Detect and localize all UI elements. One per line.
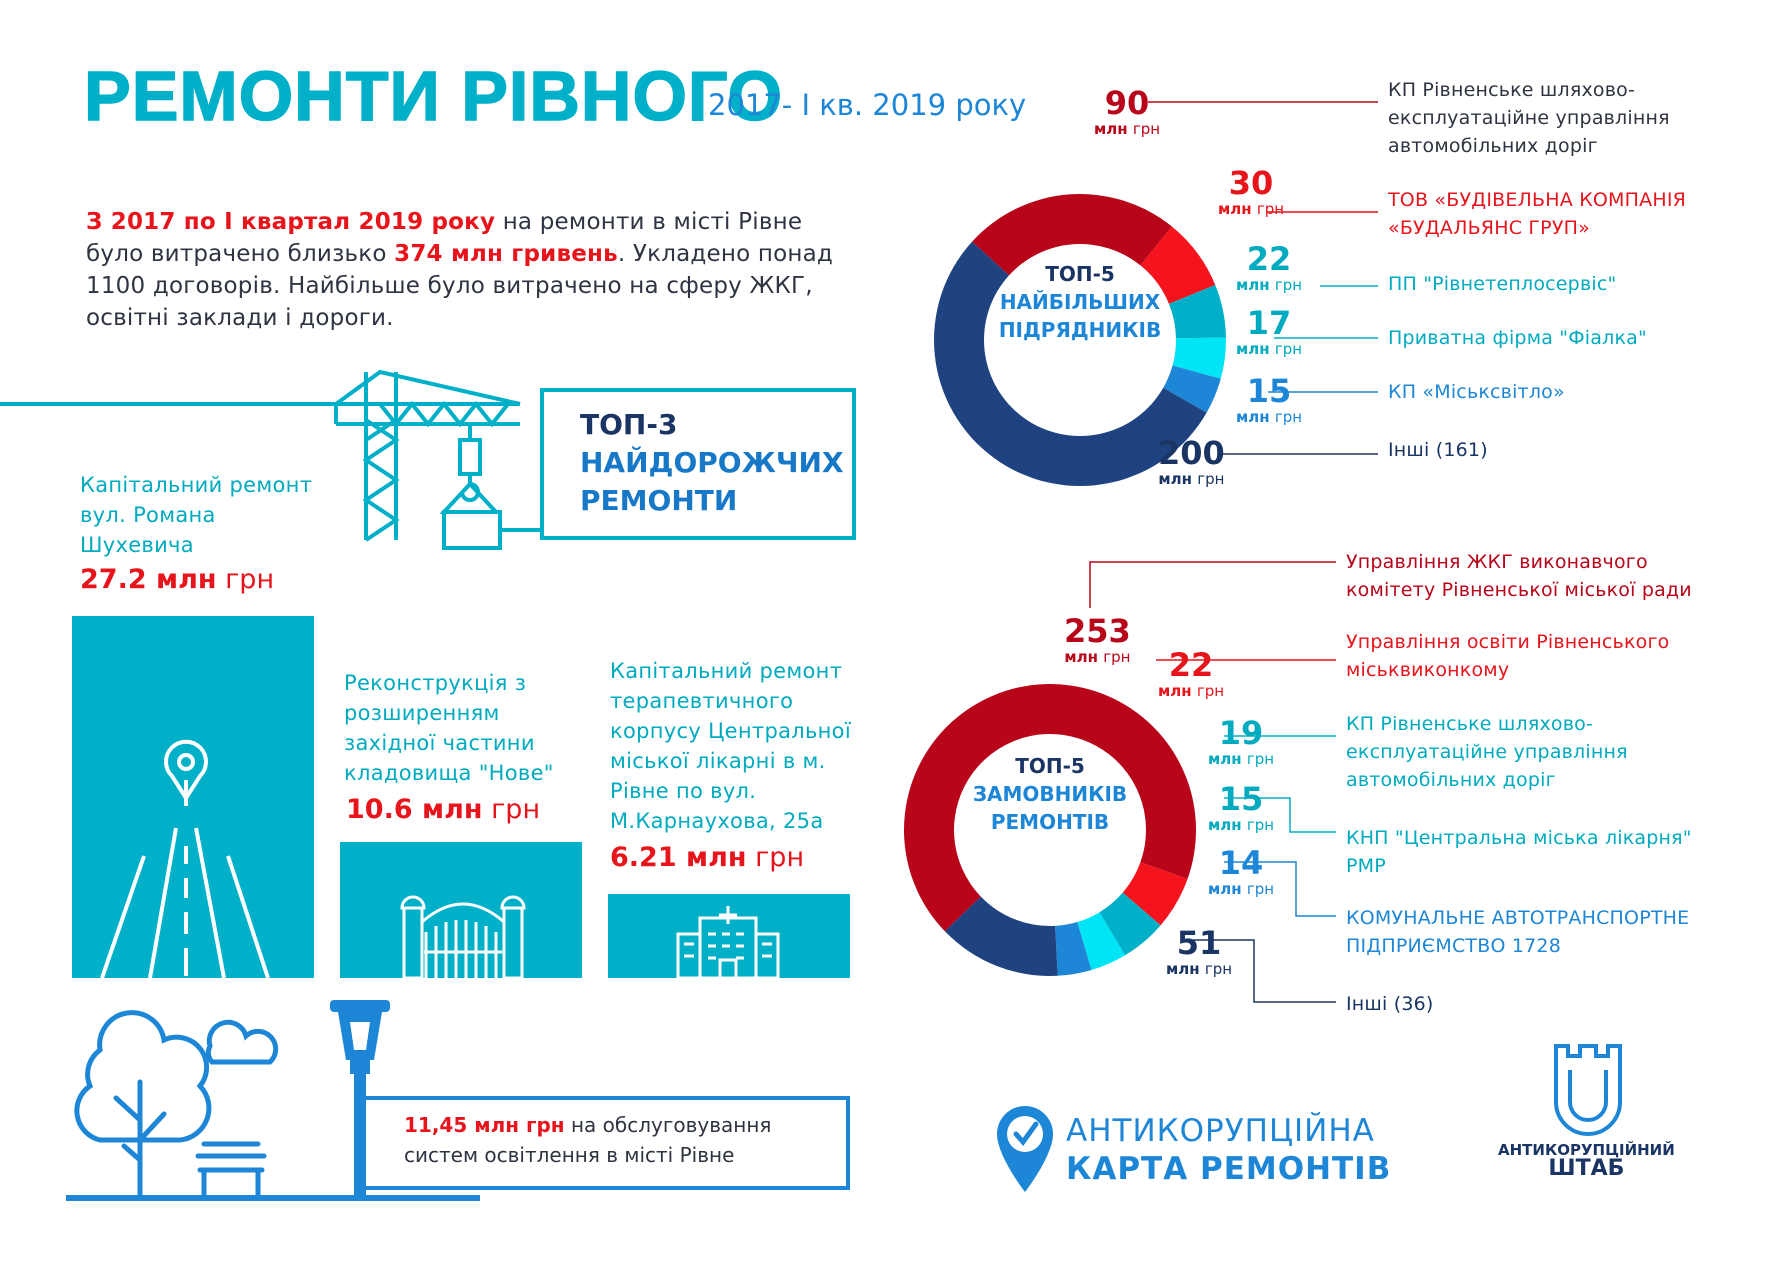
lighting-desc: на обслуговування систем освітлення в місті Рівне bbox=[404, 1113, 772, 1167]
brand-line2: КАРТА РЕМОНТІВ bbox=[1066, 1151, 1392, 1187]
customer-value-2 bbox=[1208, 716, 1274, 768]
customer-value-number: 22 bbox=[1168, 646, 1214, 684]
customer-value-unit: млн грн bbox=[1208, 880, 1275, 898]
customer-value-unit: млн грн bbox=[1064, 648, 1131, 666]
map-pin-check-icon bbox=[990, 1100, 1060, 1200]
contractor-value-unit: млн грн bbox=[1236, 276, 1303, 294]
contractors-label-line1: ТОП-5 bbox=[1045, 262, 1115, 286]
customer-value-unit: млн грн bbox=[1166, 960, 1233, 978]
contractor-value-unit: млн грн bbox=[1094, 120, 1161, 138]
contractor-value-3 bbox=[1236, 306, 1302, 358]
customer-entity-4: КОМУНАЛЬНЕ АВТОТРАНСПОРТНЕ ПІДПРИЄМСТВО 1728 bbox=[1346, 907, 1690, 957]
repair-3-desc: Капітальний ремонт терапевтичного корпусу Центральної міської лікарні в м. Рівне по вул. М.Карнаухова, 25а bbox=[610, 659, 851, 833]
contractor-value-number: 15 bbox=[1246, 372, 1292, 410]
shtab-tower-logo bbox=[1548, 1042, 1628, 1142]
customer-value-0 bbox=[1064, 614, 1131, 666]
shtab-line1: АНТИКОРУПЦІЙНИЙ bbox=[1498, 1141, 1675, 1159]
top3-line3: РЕМОНТИ bbox=[580, 484, 738, 517]
customer-value-unit: млн грн bbox=[1208, 816, 1275, 834]
intro-text-2: . Укладено понад 1100 договорів. Найбільше було витрачено на сферу ЖКГ, освітні заклади і дороги. bbox=[86, 241, 834, 331]
contractor-entity-0: КП Рівненське шляхово-експлуатаційне управління автомобільних доріг bbox=[1388, 79, 1670, 157]
customers-label-line3: РЕМОНТІВ bbox=[990, 810, 1110, 834]
customer-value-4 bbox=[1208, 846, 1274, 898]
customer-value-number: 15 bbox=[1218, 780, 1264, 818]
page-title: РЕМОНТИ РІВНОГО bbox=[84, 57, 784, 135]
customer-value-unit: млн грн bbox=[1208, 750, 1275, 768]
customer-value-5 bbox=[1166, 926, 1232, 978]
customer-value-unit: млн грн bbox=[1158, 682, 1225, 700]
repair-1-desc: Капітальний ремонт вул. Романа Шухевича bbox=[80, 473, 313, 557]
contractor-entity-3: Приватна фірма "Фіалка" bbox=[1388, 327, 1647, 349]
contractor-value-number: 22 bbox=[1246, 240, 1292, 278]
repair-3-amount: 6.21 млн грн bbox=[610, 842, 805, 873]
contractor-value-number: 30 bbox=[1228, 164, 1274, 202]
intro-amount: 374 млн гривень bbox=[394, 241, 618, 267]
contractor-entity-2: ПП "Рівнетеплосервіс" bbox=[1388, 273, 1617, 295]
customer-value-number: 51 bbox=[1176, 924, 1222, 962]
contractor-value-unit: млн грн bbox=[1236, 340, 1303, 358]
customer-entity-2: КП Рівненське шляхово-експлуатаційне управління автомобільних доріг bbox=[1346, 713, 1628, 791]
brand-line1: АНТИКОРУПЦІЙНА bbox=[1066, 1113, 1375, 1149]
top3-line2: НАЙДОРОЖЧИХ bbox=[580, 446, 844, 479]
customers-label-line2: ЗАМОВНИКІВ bbox=[972, 782, 1128, 806]
contractors-label-line3: ПІДРЯДНИКІВ bbox=[998, 318, 1162, 342]
contractor-entity-5: Інші (161) bbox=[1388, 439, 1488, 461]
contractor-value-number: 90 bbox=[1104, 84, 1150, 122]
intro-text-1: на ремонти в місті Рівне було витрачено близько bbox=[86, 209, 803, 267]
contractor-value-unit: млн грн bbox=[1236, 408, 1303, 426]
customer-entity-5: Інші (36) bbox=[1346, 993, 1434, 1015]
contractor-entity-1: ТОВ «БУДІВЕЛЬНА КОМПАНІЯ «БУДАЛЬЯНС ГРУП» bbox=[1388, 189, 1687, 239]
contractor-value-number: 17 bbox=[1246, 304, 1292, 342]
repair-2-desc: Реконструкція з розширенням західної частини кладовища "Нове" bbox=[344, 671, 554, 785]
customer-value-number: 253 bbox=[1064, 612, 1131, 650]
customer-entity-3: КНП "Центральна міська лікарня" РМР bbox=[1346, 827, 1692, 877]
contractor-value-number: 200 bbox=[1158, 434, 1225, 472]
customer-value-3 bbox=[1208, 782, 1274, 834]
customer-value-1 bbox=[1158, 648, 1224, 700]
top3-line1: ТОП-3 bbox=[580, 408, 678, 441]
repair-2-amount: 10.6 млн грн bbox=[346, 794, 541, 825]
contractor-entity-4: КП «Міськсвітло» bbox=[1388, 381, 1565, 403]
contractor-value-0 bbox=[1094, 86, 1160, 138]
repair-1-amount: 27.2 млн грн bbox=[80, 564, 275, 595]
customer-value-number: 19 bbox=[1218, 714, 1264, 752]
contractors-label-line2: НАЙБІЛЬШИХ bbox=[999, 290, 1161, 314]
contractor-value-2 bbox=[1236, 242, 1302, 294]
shtab-logo-text bbox=[1498, 1142, 1675, 1180]
lighting-amount: 11,45 млн грн bbox=[404, 1113, 565, 1137]
brand-text bbox=[1066, 1112, 1391, 1188]
customer-value-number: 14 bbox=[1218, 844, 1264, 882]
page-subtitle: 2017- І кв. 2019 року bbox=[708, 88, 1027, 122]
shtab-line2: ШТАБ bbox=[1548, 1156, 1625, 1181]
customers-label-line1: ТОП-5 bbox=[1015, 754, 1085, 778]
customer-entity-1: Управління освіти Рівненського міськвиконкому bbox=[1346, 631, 1670, 681]
contractor-value-5 bbox=[1158, 436, 1225, 488]
contractor-value-4 bbox=[1236, 374, 1302, 426]
contractor-value-1 bbox=[1218, 166, 1284, 218]
intro-period: З 2017 по І квартал 2019 року bbox=[86, 209, 496, 235]
customer-entity-0: Управління ЖКГ виконавчого комітету Рівненської міської ради bbox=[1346, 551, 1692, 601]
contractor-value-unit: млн грн bbox=[1158, 470, 1225, 488]
contractor-value-unit: млн грн bbox=[1218, 200, 1285, 218]
